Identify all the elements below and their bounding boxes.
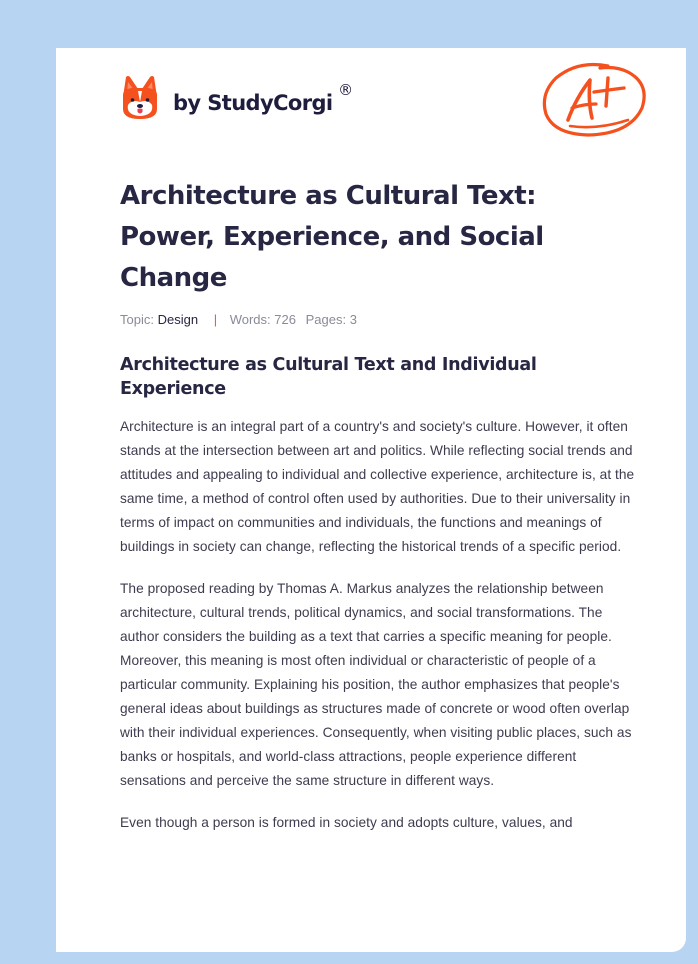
topic-link[interactable]: Design [157,312,199,327]
paragraph: Even though a person is formed in society and adopts culture, values, and [120,815,573,830]
words-label: Words: [229,312,271,327]
studycorgi-logo[interactable] [120,75,353,121]
pages-label: Pages: [305,312,347,327]
paragraph: Architecture is an integral part of a country's and society's culture. However, it often stands at the intersection between art and politics. While reflecting social trends and attitudes and appealing to individual and collective experience, architecture is, at the same time, a method of control often used by authorities. Due to their universality in terms of impact on communities and individuals, the functions and meanings of buildings in society can change, reflecting the historical trends of a specific period. [120,419,635,554]
article-meta [120,310,635,330]
brand-text: by StudyCorgi [173,91,333,115]
words-count: 726 [274,312,296,327]
article [120,176,635,835]
section-heading: Architecture as Cultural Text and Individual Experience [120,355,537,399]
topic-label: Topic: [120,312,154,327]
pages-count: 3 [349,312,357,327]
paragraph: The proposed reading by Thomas A. Markus analyzes the relationship between architecture, cultural trends, political dynamics, and social transformations. The author considers the building as a text that carries a specific meaning for people. Moreover, this meaning is most often individual or characteristic of people of a particular community. Explaining his position, the author emphasizes that people's general ideas about buildings as structures made of concrete or wood often overlap with their individual experiences. Consequently, when visiting public places, such as banks or hospitals, and world-class attractions, people experience different sensations and perceive the same structure in different ways. [120,581,632,788]
article-section [120,353,635,835]
meta-separator: | [213,312,218,327]
brand-name [173,81,353,115]
a-plus-grade-icon [538,58,648,140]
corgi-icon [120,75,160,121]
registered-mark: ® [338,81,353,99]
header [56,48,686,158]
article-title: Architecture as Cultural Text: Power, Experience, and Social Change [120,181,544,293]
document-card [56,48,686,952]
